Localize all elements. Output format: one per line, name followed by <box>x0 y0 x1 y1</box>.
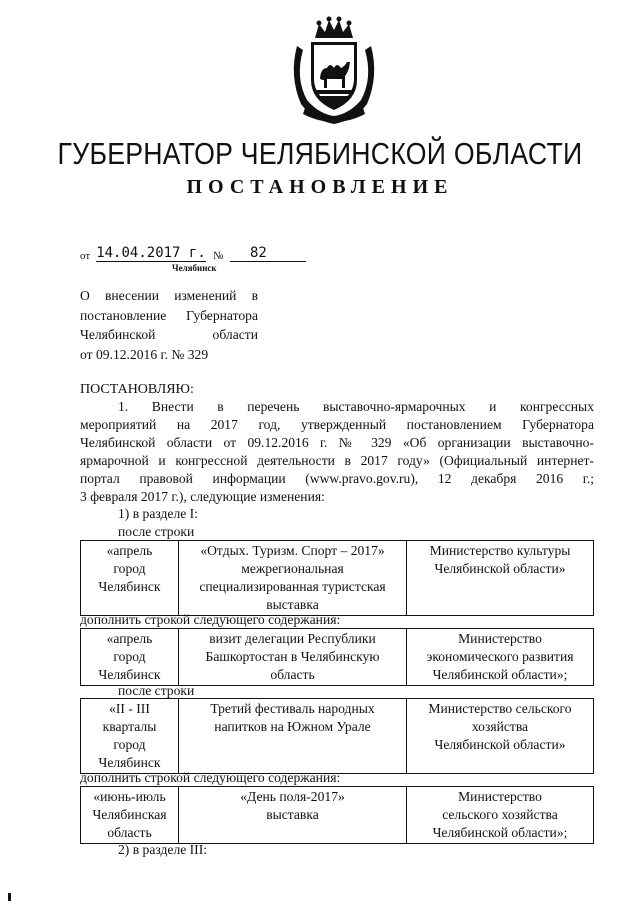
table-cell-line: город <box>113 649 146 664</box>
paragraph-line: мероприятий на 2017 год, утвержденный постановлением Губернатора <box>80 417 594 432</box>
document-number: 82 <box>230 245 306 262</box>
table-3 <box>80 698 594 774</box>
table-cell-line: Челябинской области»; <box>432 667 568 682</box>
table-cell-line: напитков на Южном Урале <box>214 719 371 734</box>
table-cell-line: Третий фестиваль народных <box>210 701 375 716</box>
table-cell <box>81 699 179 774</box>
subject-line: постановление Губернатора <box>80 307 258 323</box>
coat-of-arms-icon <box>287 16 381 126</box>
table-cell-line: «II - III <box>109 701 150 716</box>
table-cell-line: выставка <box>266 597 319 612</box>
table-cell-line: хозяйства <box>471 719 529 734</box>
table-cell-line: Челябинской области»; <box>432 825 568 840</box>
table-cell-line: Челябинск <box>98 755 161 770</box>
table-row <box>81 629 594 686</box>
table-cell-line: Министерство сельского <box>428 701 572 716</box>
table-cell <box>81 787 179 844</box>
date-number-line <box>80 245 320 265</box>
table-cell-line: выставка <box>266 807 319 822</box>
paragraph-line: Челябинской области от 09.12.2016 г. № 329 «Об организации выставочно- <box>80 435 594 450</box>
subject-line: О внесении изменений в <box>80 288 258 303</box>
table-row <box>81 787 594 844</box>
table-row <box>81 699 594 774</box>
paragraph-line: 1. Внести в перечень выставочно-ярмарочных и конгрессных <box>118 399 594 414</box>
scan-mark <box>8 893 11 901</box>
add-row-label-2: дополнить строкой следующего содержания: <box>80 770 341 785</box>
table-cell <box>407 541 594 616</box>
paragraph-line: ярмарочной и конгрессной деятельности в 2017 году» (Официальный интернет- <box>80 453 594 468</box>
table-cell-line: межрегиональная <box>241 561 344 576</box>
table-cell-line: Министерство <box>458 789 542 804</box>
table-cell-line: Министерство культуры <box>429 543 571 558</box>
table-cell-line: Челябинской области» <box>434 737 566 752</box>
after-row-label-2: после строки <box>118 683 195 698</box>
paragraph-1 <box>80 398 594 506</box>
issuer-title: ГУБЕРНАТОР ЧЕЛЯБИНСКОЙ ОБЛАСТИ <box>57 136 583 171</box>
document-date: 14.04.2017 г. <box>96 245 206 261</box>
table-cell-line: область <box>270 667 315 682</box>
table-cell <box>407 787 594 844</box>
after-row-label-1: после строки <box>118 524 195 539</box>
section-2-label: 2) в разделе III: <box>118 842 208 857</box>
section-1-label: 1) в разделе I: <box>118 506 198 521</box>
table-cell-line: «июнь-июль <box>93 789 166 804</box>
paragraph-line: 3 февраля 2017 г.), следующие изменения: <box>80 489 325 504</box>
table-cell-line: город <box>113 737 146 752</box>
table-4 <box>80 786 594 844</box>
table-cell <box>81 629 179 686</box>
table-cell-line: Башкортостан в Челябинскую <box>205 649 380 664</box>
table-2 <box>80 628 594 686</box>
subject-block <box>80 286 258 364</box>
decree-heading: ПОСТАНОВЛЯЮ: <box>80 382 194 397</box>
table-cell-line: «апрель <box>106 631 153 646</box>
document-type: ПОСТАНОВЛЕНИЕ <box>186 176 454 198</box>
table-cell-line: кварталы <box>102 719 157 734</box>
table-cell-line: экономического развития <box>426 649 574 664</box>
table-cell-line: город <box>113 561 146 576</box>
table-cell-line: Челябинск <box>98 667 161 682</box>
table-row <box>81 541 594 616</box>
table-1 <box>80 540 594 616</box>
table-cell-line: Челябинск <box>98 579 161 594</box>
table-cell-line: «апрель <box>106 543 153 558</box>
table-cell <box>179 541 407 616</box>
subject-line: Челябинской области <box>80 327 258 342</box>
table-cell <box>81 541 179 616</box>
table-cell-line: специализированная туристская <box>199 579 386 594</box>
number-prefix: № <box>213 250 224 262</box>
add-row-label-1: дополнить строкой следующего содержания: <box>80 612 341 627</box>
table-cell-line: визит делегации Республики <box>209 631 376 646</box>
table-cell <box>407 629 594 686</box>
table-cell <box>179 699 407 774</box>
subject-line: от 09.12.2016 г. № 329 <box>80 346 209 362</box>
city-label: Челябинск <box>172 263 217 273</box>
table-cell-line: Министерство <box>458 631 542 646</box>
table-cell-line: сельского хозяйства <box>442 807 558 822</box>
table-cell <box>179 787 407 844</box>
table-cell <box>179 629 407 686</box>
table-cell <box>407 699 594 774</box>
table-cell-line: «День поля-2017» <box>240 789 345 804</box>
date-prefix: от <box>80 250 91 262</box>
table-cell-line: область <box>107 825 152 840</box>
paragraph-line: портал правовой информации (www.pravo.gov.ru), 12 декабря 2016 г.; <box>80 471 594 486</box>
table-cell-line: Челябинская <box>92 807 167 822</box>
table-cell-line: Челябинской области» <box>434 561 566 576</box>
table-cell-line: «Отдых. Туризм. Спорт – 2017» <box>200 543 385 558</box>
